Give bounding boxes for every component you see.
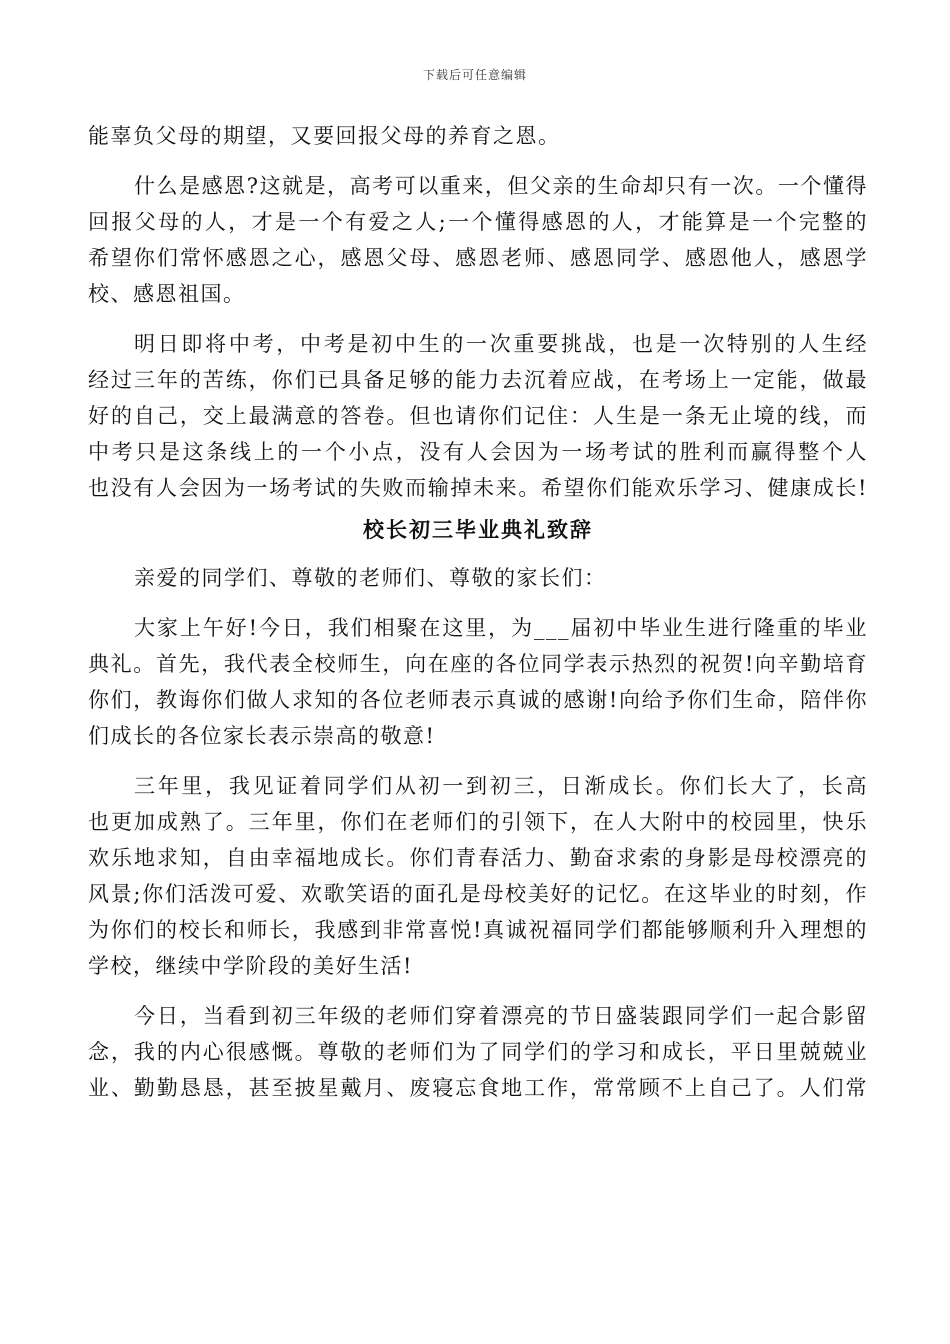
text-line: 业、勤勤恳恳，甚至披星戴月、废寝忘食地工作，常常顾不上自己了。人们常: [88, 1076, 868, 1100]
text-line: 明日即将中考，中考是初中生的一次重要挑战，也是一次特别的人生经: [134, 332, 868, 356]
text-line: 亲爱的同学们、尊敬的老师们、尊敬的家长们：: [134, 566, 607, 590]
paragraph: [88, 560, 868, 596]
text-line: 们成长的各位家长表示崇高的敬意!: [88, 724, 436, 748]
text-line: 今日，当看到初三年级的老师们穿着漂亮的节日盛装跟同学们一起合影留: [134, 1004, 868, 1028]
text-line: 回报父母的人，才是一个有爱之人;一个懂得感恩的人，才能算是一个完整的: [88, 210, 868, 234]
document-body: [88, 118, 868, 1106]
text-line: 经过三年的苦练，你们已具备足够的能力去沉着应战，在考场上一定能，做最: [88, 368, 868, 392]
text-line: 什么是感恩?这就是，高考可以重来，但父亲的生命却只有一次。一个懂得: [134, 174, 868, 198]
text-line: 也没有人会因为一场考试的失败而输掉未来。希望你们能欢乐学习、健康成长!: [88, 476, 868, 500]
paragraph: [88, 998, 868, 1106]
paragraph: [88, 768, 868, 984]
paragraph: [88, 118, 868, 154]
paragraph: [88, 610, 868, 754]
text-line: 为你们的校长和师长，我感到非常喜悦!真诚祝福同学们都能够顺利升入理想的: [88, 918, 868, 942]
text-line: 能辜负父母的期望，又要回报父母的养育之恩。: [88, 124, 561, 148]
page-header: 下载后可任意编辑: [422, 68, 527, 82]
text-line: 校、感恩祖国。: [88, 282, 246, 306]
text-line: 也更加成熟了。三年里，你们在老师们的引领下，在人大附中的校园里，快乐: [88, 810, 868, 834]
text-line: 典礼。首先，我代表全校师生，向在座的各位同学表示热烈的祝贺!向辛勤培育: [88, 652, 868, 676]
text-line: 中考只是这条线上的一个小点，没有人会因为一场考试的胜利而赢得整个人: [88, 440, 868, 464]
text-line: 希望你们常怀感恩之心，感恩父母、感恩老师、感恩同学、感恩他人，感恩学: [88, 246, 868, 270]
text-line: 好的自己，交上最满意的答卷。但也请你们记住：人生是一条无止境的线，而: [88, 404, 868, 428]
text-line: 三年里，我见证着同学们从初一到初三，日渐成长。你们长大了，长高: [134, 774, 868, 798]
text-line: 风景;你们活泼可爱、欢歌笑语的面孔是母校美好的记忆。在这毕业的时刻，作: [88, 882, 868, 906]
paragraph: [88, 326, 868, 506]
text-line: 大家上午好!今日，我们相聚在这里，为___届初中毕业生进行隆重的毕业: [134, 616, 868, 640]
text-line: 你们，教诲你们做人求知的各位老师表示真诚的感谢!向给予你们生命，陪伴你: [88, 688, 868, 712]
paragraph: [88, 168, 868, 312]
text-line: 学校，继续中学阶段的美好生活!: [88, 954, 413, 978]
text-line: 欢乐地求知，自由幸福地成长。你们青春活力、勤奋求索的身影是母校漂亮的: [88, 846, 868, 870]
text-line: 念，我的内心很感慨。尊敬的老师们为了同学们的学习和成长，平日里兢兢业: [88, 1040, 868, 1064]
section-title: 校长初三毕业典礼致辞: [363, 517, 593, 542]
